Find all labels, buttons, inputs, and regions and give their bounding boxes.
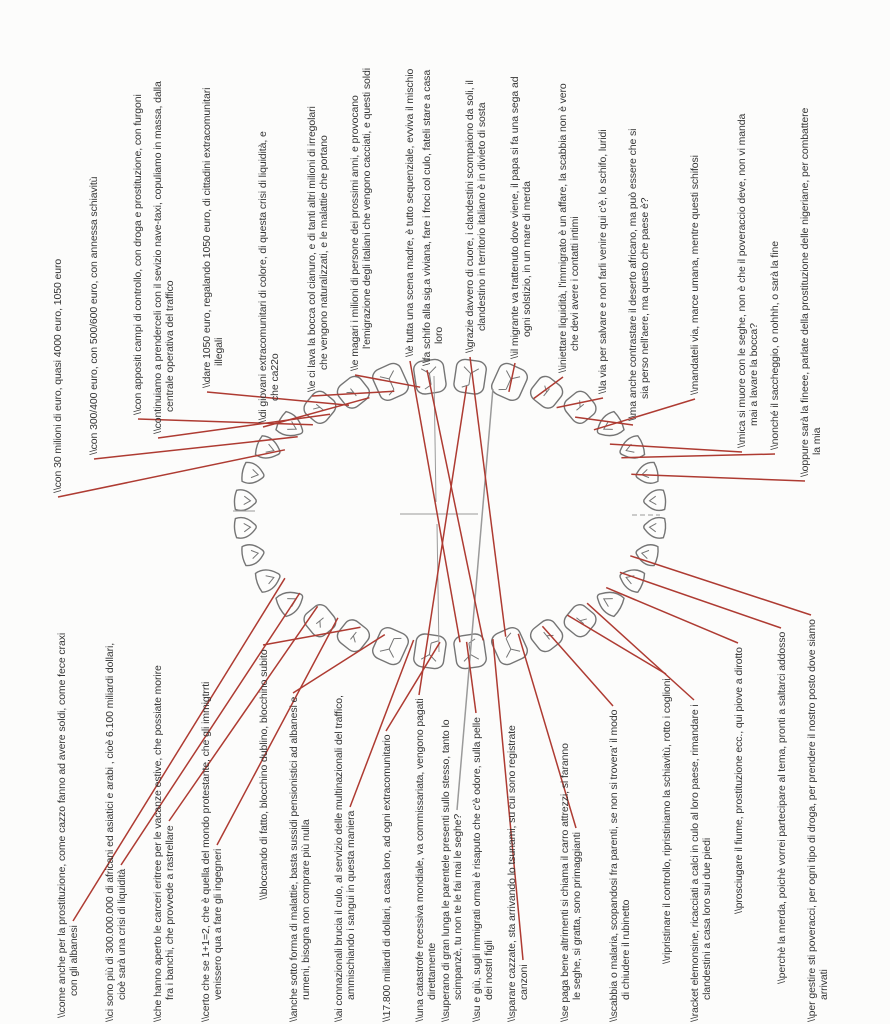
leader-line: [567, 615, 666, 674]
tooth-incisor: [240, 462, 265, 487]
annotation-label-right-15-cont: sia perso nell'aere, ma questo che paese è?: [639, 197, 651, 399]
annotation-label-left-16: \\racket elemonsine, ricacciati a calci in culo al loro paese, rimandare i: [689, 704, 701, 1022]
annotation-label-left-14: \\scabbia o malaria, scopandosi fra parenti, se non si trovera' il modo: [608, 709, 620, 1022]
tooth-incisor: [643, 489, 666, 511]
leader-line: [293, 635, 385, 693]
annotation-label-right-19-cont: la mia: [811, 427, 823, 455]
annotation-label-left-10-cont: scimpanzè, tu non te le fai mai le seghe?: [452, 813, 464, 1000]
annotation-label-left-7: \\ai connazionali brucia il culo, al servizio delle multinazionali del traffico,: [333, 695, 345, 1022]
annotation-label-right-18: \\nonché il saccheggio, o nohhh, o sarà la fine: [769, 241, 781, 450]
annotation-label-left-12-cont: canzoni: [518, 964, 530, 1000]
annotation-label-right-12-cont: ogni solstizio, in un mare di merda: [521, 181, 533, 337]
annotation-label-right-14: \\la via per salvare e non farli venire qui c'è, lo schifo, luridi: [597, 129, 609, 394]
annotation-label-left-2-cont: cioè sarà una crisi di liquidità: [116, 868, 128, 1000]
annotation-label-left-7-cont: ammischiando i sangui in questa maniera: [345, 810, 357, 1000]
annotation-label-left-9: \\una catastrofe recessiva mondiale, va commissariata, vengono pagati: [414, 698, 426, 1022]
annotation-label-right-11: \\grazie davvero di cuore, i clandestini scompaiono da soli, il: [464, 80, 476, 353]
annotation-label-left-11-cont: dei nostri figli: [483, 940, 495, 1000]
annotation-label-left-17: \\prosciugare il fiume, prostituzione ecc., qui piove a dirotto: [733, 647, 745, 914]
axis-horizontal-right: [434, 376, 436, 502]
annotation-label-right-6-cont: che ca22o: [269, 353, 281, 401]
axis-horizontal-left: [437, 524, 439, 652]
annotation-label-left-1: \\come anche per la prostituzione, come cazzo fanno ad avere soldi, come fece craxi: [56, 632, 68, 1018]
annotation-label-left-16-cont: clandestini a casa loro sui due piedi: [701, 837, 713, 1000]
annotation-label-right-5-cont: illegali: [213, 337, 225, 366]
annotation-label-left-1-cont: con gli albanesi: [68, 925, 80, 996]
tooth-premolar: [334, 616, 373, 655]
annotation-label-left-13-cont: le seghe, si gratta, sono primaggianti: [571, 832, 583, 1000]
annotation-label-right-7-cont: che vengono naturalizzati, e le malattie che portano: [318, 135, 330, 370]
tooth-canine: [274, 586, 307, 618]
tooth-incisor: [634, 542, 659, 567]
tooth-incisor: [254, 565, 284, 593]
annotation-label-right-15: \\ma anche contrastare il deserto africano, ma può essere che si: [627, 128, 639, 421]
leader-line: [606, 588, 738, 643]
annotation-label-left-8: \\17.800 miliardi di dollari, a casa loro, ad ogni extracomunitario: [381, 734, 393, 1022]
annotation-label-right-19: \\oppure sarà la fineee, parlate della prostituzione delle nigeriane, per combattere: [799, 107, 811, 477]
tooth-molar: [413, 633, 447, 670]
annotation-label-right-10: \\fa schifo alla sig.a viviana, fare i froci col culo, fateli stare a casa: [421, 69, 433, 366]
annotation-label-right-5: \\dare 1050 euro, regalando 1050 euro, di cittadini extracomunitari: [201, 87, 213, 388]
tooth-molar: [453, 358, 487, 395]
annotation-label-right-16: \\mandateli via, marce umana, mentre questi schifosi: [689, 155, 701, 395]
leader-line: [158, 414, 330, 438]
tooth-incisor: [643, 517, 666, 539]
annotation-label-right-2: \\con 300/400 euro, con 500/600 euro, con annessa schiavitù: [88, 176, 100, 455]
tooth-premolar: [527, 616, 566, 655]
annotation-label-right-1: \\con 30 milioni di euro, quasi 4000 euro, 1050 euro: [52, 258, 64, 493]
annotation-label-left-2: \\ci sono più di 300.000.000 di africani ed asiatici e arabi , cioè 6.100 miliardi dollari,: [104, 642, 116, 1022]
annotation-label-right-9: \\è tutta una scena madre, è tutto sequenziale, evviva il mischio: [404, 68, 416, 357]
annotation-label-right-7: \\e ci lava la bocca col cianuro, e di tanti altri milioni di irregolari: [306, 106, 318, 392]
annotation-label-left-9-cont: direttamente: [426, 942, 438, 1000]
annotation-label-right-13: \\iniettare liquidità, l'immigrato è un affare, la scabbia non è vero: [557, 83, 569, 373]
tooth-premolar: [561, 601, 600, 640]
annotation-label-right-3: \\con appositi campi di controllo, con droga e prostituzione, con furgoni: [132, 94, 144, 415]
annotation-label-right-6: \\di giovani extracomunitari di colore, di questa crisi di liquidità, e: [257, 131, 269, 423]
annotation-label-right-17: \\mica si muore con le seghe, non è che il poveraccio deve, non vi manda: [736, 113, 748, 448]
annotation-label-left-10: \\superano di gran lunga le parentele presenti sullo stesso, tanto lo: [440, 719, 452, 1022]
tooth-canine: [592, 410, 625, 442]
annotation-label-left-13: \\se paga bene altrimenti si chiama il carro attrezzi, si faranno: [559, 743, 571, 1022]
annotation-label-right-8: \\e magari i milioni di persone dei prossimi anni, e provocano: [349, 95, 361, 371]
annotation-label-left-18: \\perchè la merda, poichè vorrei partecipare al tema, pronti a saltarci addosso: [776, 631, 788, 984]
tooth-incisor: [634, 462, 659, 487]
leader-line: [620, 572, 781, 628]
annotation-label-right-12: \\il migrante va trattenuto dove viene, il papa si fa una sega ad: [509, 76, 521, 359]
annotation-label-left-19: \\per gestire sti poveracci, per ogni tipo di droga, per prendere il nostro posto dove siamo: [806, 619, 818, 1022]
annotation-label-right-4: \\continuiamo a prenderceli con il sevizio nave-taxi, copuliamo in massa, dalla: [152, 81, 164, 434]
annotation-label-left-5: \\bloccando di fatto, blocchino dublino, blocchino subito: [258, 649, 270, 900]
tooth-premolar: [561, 388, 600, 427]
leader-line: [217, 618, 338, 845]
annotation-label-left-11: \\su e giù, sugli immigrati ormai è risaputo che c'è odore, sulla pelle: [471, 717, 483, 1022]
annotation-label-right-8-cont: l'emigrazione degli italiani che vengono cacciati, e questi soldi: [361, 68, 373, 349]
annotation-label-left-14-cont: di chiudere il rubinetto: [620, 899, 632, 1000]
annotation-label-right-11-cont: clandestino in territorio italiano è in divieto di sosta: [476, 102, 488, 331]
tooth-molar: [489, 361, 530, 403]
annotation-label-left-4-cont: venissero qua a fare gli ingegneri: [212, 848, 224, 1000]
annotation-label-right-17-cont: mai a lavare la bocca?: [748, 323, 760, 426]
annotation-label-left-15: \\ripristinare il controllo, ripristiniamo la schiavitù, rotto i coglioni: [661, 678, 673, 964]
annotation-label-right-13-cont: che devi avere i contatti intimi: [569, 216, 581, 351]
annotation-label-left-4: \\certo che se 1+1=2, che è quella del mondo protestante, che gli immigtrrti: [200, 681, 212, 1022]
annotation-label-left-3: \\che hanno aperto le carceri eritree per le vacanze estive, che possiate morire: [152, 665, 164, 1022]
annotation-label-left-19-cont: arrivati: [818, 969, 830, 1000]
annotation-label-left-6-cont: rumeni, bisogna non comprare più nulla: [300, 819, 312, 1000]
tooth-incisor: [234, 489, 257, 511]
annotation-label-right-4-cont: centrale operativa del traffico: [164, 280, 176, 412]
annotation-label-left-12: \\sparare cazzate, sta arrivando lo tsunami, su cui sono registrate: [506, 725, 518, 1022]
annotation-label-left-3-cont: fra i banchi, che provvede a rastrellare: [164, 825, 176, 1000]
leader-line: [410, 361, 460, 642]
tooth-incisor: [234, 517, 257, 539]
annotation-label-right-10-cont: loro: [433, 326, 445, 344]
annotation-label-left-6: \\anche sotto forma di malattie, basta sussidi pensionistici ad albanesi e: [288, 696, 300, 1022]
leader-line: [542, 626, 613, 706]
tooth-incisor: [617, 435, 647, 463]
tooth-incisor: [240, 542, 265, 567]
